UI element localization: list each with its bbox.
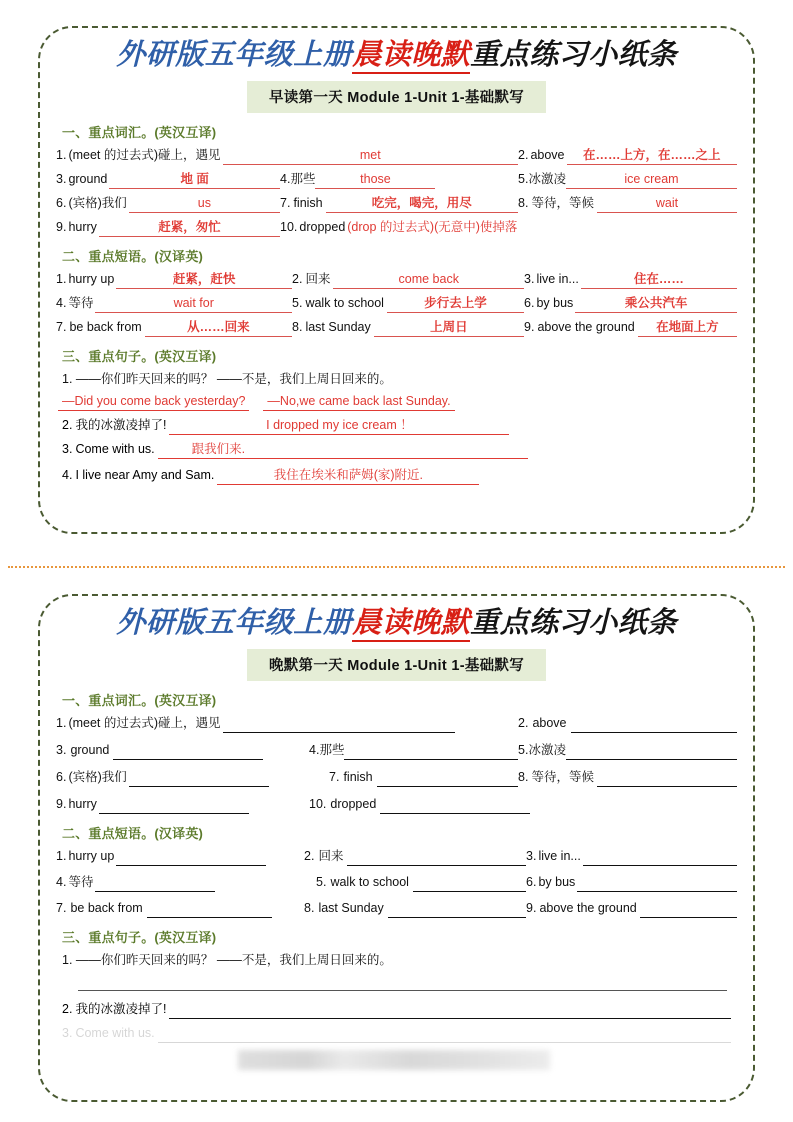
- answer-blank[interactable]: wait: [597, 194, 737, 213]
- item-number: 2.: [518, 716, 529, 731]
- item-prompt: dropped: [299, 220, 346, 235]
- item-prompt: (meet 的过去式)碰上，遇见: [68, 148, 221, 163]
- item-prompt: last Sunday: [318, 901, 384, 916]
- item-prompt: 我的冰激凌掉了!: [75, 1002, 167, 1017]
- answer-blank[interactable]: ice cream: [566, 170, 737, 189]
- answer-blank[interactable]: come back: [333, 270, 524, 289]
- item-prompt: hurry up: [68, 849, 115, 864]
- item-number: 6.: [526, 875, 537, 890]
- item-prompt: above: [530, 148, 565, 163]
- item-number: 2.: [62, 1002, 73, 1017]
- item-number: 9.: [56, 797, 67, 812]
- item-number: 5.: [518, 172, 529, 187]
- phrase-item-6: [524, 293, 737, 313]
- item-number: 2.: [292, 272, 303, 287]
- vocab-item-2: [518, 713, 737, 733]
- item-prompt: by bus: [538, 875, 576, 890]
- sentence-row-3: [62, 1023, 737, 1043]
- answer-blank[interactable]: [113, 741, 263, 760]
- vocab-row: [56, 169, 737, 189]
- phrase-item-7: [56, 898, 304, 918]
- answer-blank[interactable]: [95, 873, 215, 892]
- vocab-row: [56, 713, 737, 733]
- item-prompt: 等待，等候: [531, 770, 594, 785]
- sentence-row-2: [62, 999, 737, 1019]
- sentence-row-3: [62, 439, 737, 459]
- item-number: 3.: [56, 743, 67, 758]
- item-prompt: live in...: [538, 849, 581, 864]
- section-heading-vocabulary: 一、重点词汇。(英汉互译): [62, 125, 217, 141]
- item-number: 7.: [56, 901, 67, 916]
- vocab-item-8: [518, 767, 737, 787]
- vocab-item-3: [56, 740, 309, 760]
- phrase-item-2: [304, 846, 526, 866]
- phrase-item-5: [292, 293, 524, 313]
- answer-blank[interactable]: I dropped my ice cream ！: [169, 416, 509, 435]
- answer-blank[interactable]: [566, 741, 737, 760]
- item-prompt: 冰激凌: [528, 172, 566, 187]
- answer-blank[interactable]: 地 面: [109, 170, 280, 189]
- vocab-item-4: [309, 740, 518, 760]
- answer-blank[interactable]: [571, 714, 738, 733]
- sentence-prompt-1: [62, 950, 737, 970]
- lesson-banner: 晚默第一天 Module 1-Unit 1-基础默写: [247, 649, 546, 681]
- item-number: 6.: [56, 196, 67, 211]
- vocab-item-5: [518, 169, 737, 189]
- item-number: 4.: [56, 875, 67, 890]
- item-number: 2.: [304, 849, 315, 864]
- phrase-item-4: [56, 872, 304, 892]
- vocab-row: [56, 217, 737, 237]
- title-part-blue: 外研版五年级上册: [116, 39, 353, 71]
- section-heading-vocabulary: 一、重点词汇。(英汉互译): [62, 693, 217, 709]
- answer-blank[interactable]: [583, 847, 737, 866]
- answer-blank[interactable]: 从……回来: [145, 318, 292, 337]
- answer-part-a[interactable]: —Did you come back yesterday?: [58, 392, 249, 411]
- worksheet-card-morning-reading: [38, 26, 755, 534]
- item-number: 10.: [280, 220, 298, 235]
- title-part-red: 晨读晚默: [352, 39, 470, 74]
- answer-blank[interactable]: 跟我们来.: [158, 440, 528, 459]
- vocab-item-6: [56, 193, 280, 213]
- answer-blank[interactable]: 我住在埃米和萨姆(家)附近.: [217, 466, 479, 485]
- answer-blank[interactable]: [380, 795, 530, 814]
- answer-blank[interactable]: [640, 899, 737, 918]
- phrase-item-4: [56, 293, 292, 313]
- phrase-row: [56, 898, 737, 918]
- item-number: 5.: [518, 743, 529, 758]
- phrase-item-3: [526, 846, 737, 866]
- banner-container: [40, 649, 753, 681]
- answer-part-b[interactable]: —No,we came back last Sunday.: [263, 392, 454, 411]
- vocab-item-7: [280, 193, 518, 213]
- item-number: 9.: [526, 901, 537, 916]
- item-number: 3.: [526, 849, 537, 864]
- answer-blank[interactable]: wait for: [95, 294, 292, 313]
- item-prompt: hurry: [68, 220, 97, 235]
- title-part-blue: 外研版五年级上册: [116, 607, 353, 639]
- section-heading-phrases: 二、重点短语。(汉译英): [62, 249, 204, 265]
- vocab-item-9: [56, 794, 309, 814]
- item-prompt: by bus: [536, 296, 574, 311]
- vocab-row: [56, 794, 737, 814]
- phrase-item-6: [526, 872, 737, 892]
- item-prompt: Come with us.: [75, 1026, 155, 1041]
- item-number: 4.: [62, 468, 73, 483]
- card-body: [40, 122, 753, 485]
- item-number: 1.: [56, 849, 67, 864]
- answer-blank[interactable]: [147, 899, 272, 918]
- item-prompt: last Sunday: [305, 320, 371, 335]
- item-number: 3.: [62, 442, 73, 457]
- answer-blank[interactable]: [344, 741, 518, 760]
- answer-blank[interactable]: 赶紧，匆忙: [99, 218, 280, 237]
- phrase-item-9: [526, 898, 737, 918]
- title-part-black: 重点练习小纸条: [470, 39, 677, 71]
- answer-blank[interactable]: 乘公共汽车: [575, 294, 737, 313]
- phrase-item-1: [56, 269, 292, 289]
- phrase-row: [56, 269, 737, 289]
- vocab-item-1: [56, 145, 518, 165]
- item-number: 2.: [518, 148, 529, 163]
- item-number: 2.: [62, 418, 73, 433]
- phrase-item-7: [56, 317, 292, 337]
- item-number: 7.: [329, 770, 340, 785]
- answer-blank[interactable]: 在……上方，在……之上: [567, 146, 738, 165]
- item-prompt: 等待: [68, 875, 94, 890]
- item-prompt: walk to school: [330, 875, 409, 890]
- item-prompt: dropped: [330, 797, 377, 812]
- sentence-row-2: [62, 415, 737, 435]
- item-number: 4.: [309, 743, 320, 758]
- item-number: 8.: [518, 770, 529, 785]
- answer-blank[interactable]: [99, 795, 249, 814]
- vocab-item-8: [518, 193, 737, 213]
- item-number: 10.: [309, 797, 327, 812]
- section-heading-phrases: 二、重点短语。(汉译英): [62, 826, 204, 842]
- phrase-row: [56, 846, 737, 866]
- item-number: 1.: [56, 148, 67, 163]
- item-prompt: (meet 的过去式)碰上，遇见: [68, 716, 221, 731]
- answer-blank[interactable]: [223, 714, 455, 733]
- item-prompt: 回来: [305, 272, 331, 287]
- phrase-row: [56, 872, 737, 892]
- phrase-item-5: [304, 872, 526, 892]
- item-prompt: hurry: [68, 797, 97, 812]
- vocab-row: [56, 145, 737, 165]
- item-number: 3.: [524, 272, 535, 287]
- item-number: 3.: [62, 1026, 73, 1041]
- item-prompt: hurry up: [68, 272, 115, 287]
- answer-blank[interactable]: [388, 899, 526, 918]
- phrase-item-1: [56, 846, 304, 866]
- vocab-item-3: [56, 169, 280, 189]
- answer-blank[interactable]: 赶紧，赶快: [116, 270, 292, 289]
- vocab-item-1: [56, 713, 518, 733]
- answer-blank[interactable]: those: [315, 170, 435, 189]
- vocab-item-9: [56, 217, 280, 237]
- item-prompt: ——你们昨天回来的吗？ ——不是，我们上周日回来的。: [75, 372, 392, 387]
- vocab-item-5: [518, 740, 737, 760]
- item-number: 8.: [518, 196, 529, 211]
- item-number: 6.: [524, 296, 535, 311]
- answer-blank[interactable]: 吃完，喝完，用尽: [326, 194, 518, 213]
- sentence-prompt-1: [62, 369, 737, 389]
- answer-blank[interactable]: [347, 847, 526, 866]
- phrase-item-9: [524, 317, 737, 337]
- phrase-row: [56, 293, 737, 313]
- vocab-item-2: [518, 145, 737, 165]
- answer-blank[interactable]: 住在……: [581, 270, 737, 289]
- item-prompt: walk to school: [305, 296, 384, 311]
- vocab-item-7: [309, 767, 518, 787]
- item-number: 7.: [280, 196, 291, 211]
- item-prompt: above: [532, 716, 567, 731]
- card-body: [40, 690, 753, 1043]
- page-title: [40, 37, 753, 73]
- title-part-black: 重点练习小纸条: [470, 607, 677, 639]
- item-prompt: finish: [293, 196, 323, 211]
- answer-blank[interactable]: [413, 873, 526, 892]
- item-number: 6.: [56, 770, 67, 785]
- phrase-item-8: [292, 317, 524, 337]
- item-number: 1.: [62, 953, 73, 968]
- phrase-item-2: [292, 269, 524, 289]
- item-prompt: 回来: [318, 849, 344, 864]
- item-prompt: ground: [68, 172, 108, 187]
- item-number: 9.: [56, 220, 67, 235]
- sentence-answer-1: [58, 392, 737, 411]
- section-divider: [8, 566, 785, 568]
- item-prompt: Come with us.: [75, 442, 155, 457]
- vocab-item-6: [56, 767, 309, 787]
- item-prompt: be back from: [70, 901, 143, 916]
- answer-blank[interactable]: [377, 768, 518, 787]
- item-prompt: 等待: [68, 296, 94, 311]
- vocab-row: [56, 767, 737, 787]
- phrase-item-8: [304, 898, 526, 918]
- item-number: 5.: [316, 875, 327, 890]
- item-prompt: 我的冰激凌掉了!: [75, 418, 167, 433]
- title-part-red: 晨读晚默: [352, 607, 470, 642]
- answer-blank-line-1[interactable]: [78, 973, 727, 991]
- answer-blank[interactable]: 在地面上方: [638, 318, 737, 337]
- lesson-banner: 早读第一天 Module 1-Unit 1-基础默写: [247, 81, 546, 113]
- answer-blank[interactable]: [158, 1024, 731, 1043]
- item-prompt: (宾格)我们: [68, 196, 127, 211]
- item-prompt: above the ground: [537, 320, 635, 335]
- item-prompt: ——你们昨天回来的吗？ ——不是，我们上周日回来的。: [75, 953, 392, 968]
- phrase-item-3: [524, 269, 737, 289]
- section-heading-sentences: 三、重点句子。(英汉互译): [62, 349, 217, 365]
- banner-container: [40, 81, 753, 113]
- answer-blank[interactable]: us: [129, 194, 280, 213]
- vocab-item-4: [280, 169, 518, 189]
- item-number: 5.: [292, 296, 303, 311]
- item-number: 4.: [280, 172, 291, 187]
- item-number: 1.: [56, 272, 67, 287]
- item-number: 7.: [56, 320, 67, 335]
- section-heading-sentences: 三、重点句子。(英汉互译): [62, 930, 217, 946]
- page-title: [40, 605, 753, 641]
- blurred-watermark: [238, 1050, 550, 1070]
- vocab-row: [56, 193, 737, 213]
- item-prompt: 那些: [290, 172, 316, 187]
- vocab-item-10: [280, 217, 737, 237]
- answer-blank[interactable]: [129, 768, 269, 787]
- item-prompt: I live near Amy and Sam.: [75, 468, 215, 483]
- item-prompt: be back from: [69, 320, 142, 335]
- item-number: 8.: [292, 320, 303, 335]
- answer-blank[interactable]: [577, 873, 737, 892]
- item-prompt: live in...: [536, 272, 579, 287]
- item-number: 1.: [56, 716, 67, 731]
- item-prompt: above the ground: [539, 901, 637, 916]
- item-number: 4.: [56, 296, 67, 311]
- item-number: 9.: [524, 320, 535, 335]
- item-number: 3.: [56, 172, 67, 187]
- answer-inline[interactable]: (drop 的过去式)(无意中)使掉落: [347, 220, 518, 235]
- vocab-row: [56, 740, 737, 760]
- item-number: 1.: [62, 372, 73, 387]
- vocab-item-10: [309, 794, 609, 814]
- item-prompt: finish: [343, 770, 373, 785]
- answer-blank[interactable]: [169, 1000, 731, 1019]
- worksheet-card-evening-dictation: [38, 594, 755, 1102]
- answer-blank[interactable]: met: [223, 146, 518, 165]
- answer-blank[interactable]: [116, 847, 266, 866]
- answer-blank[interactable]: 上周日: [374, 318, 524, 337]
- answer-blank[interactable]: 步行去上学: [387, 294, 524, 313]
- phrase-row: [56, 317, 737, 337]
- item-prompt: 冰激凌: [528, 743, 566, 758]
- item-prompt: 那些: [319, 743, 345, 758]
- sentence-row-4: [62, 465, 737, 485]
- item-prompt: ground: [70, 743, 110, 758]
- item-prompt: (宾格)我们: [68, 770, 127, 785]
- item-number: 8.: [304, 901, 315, 916]
- item-prompt: 等待，等候: [531, 196, 594, 211]
- answer-blank[interactable]: [597, 768, 737, 787]
